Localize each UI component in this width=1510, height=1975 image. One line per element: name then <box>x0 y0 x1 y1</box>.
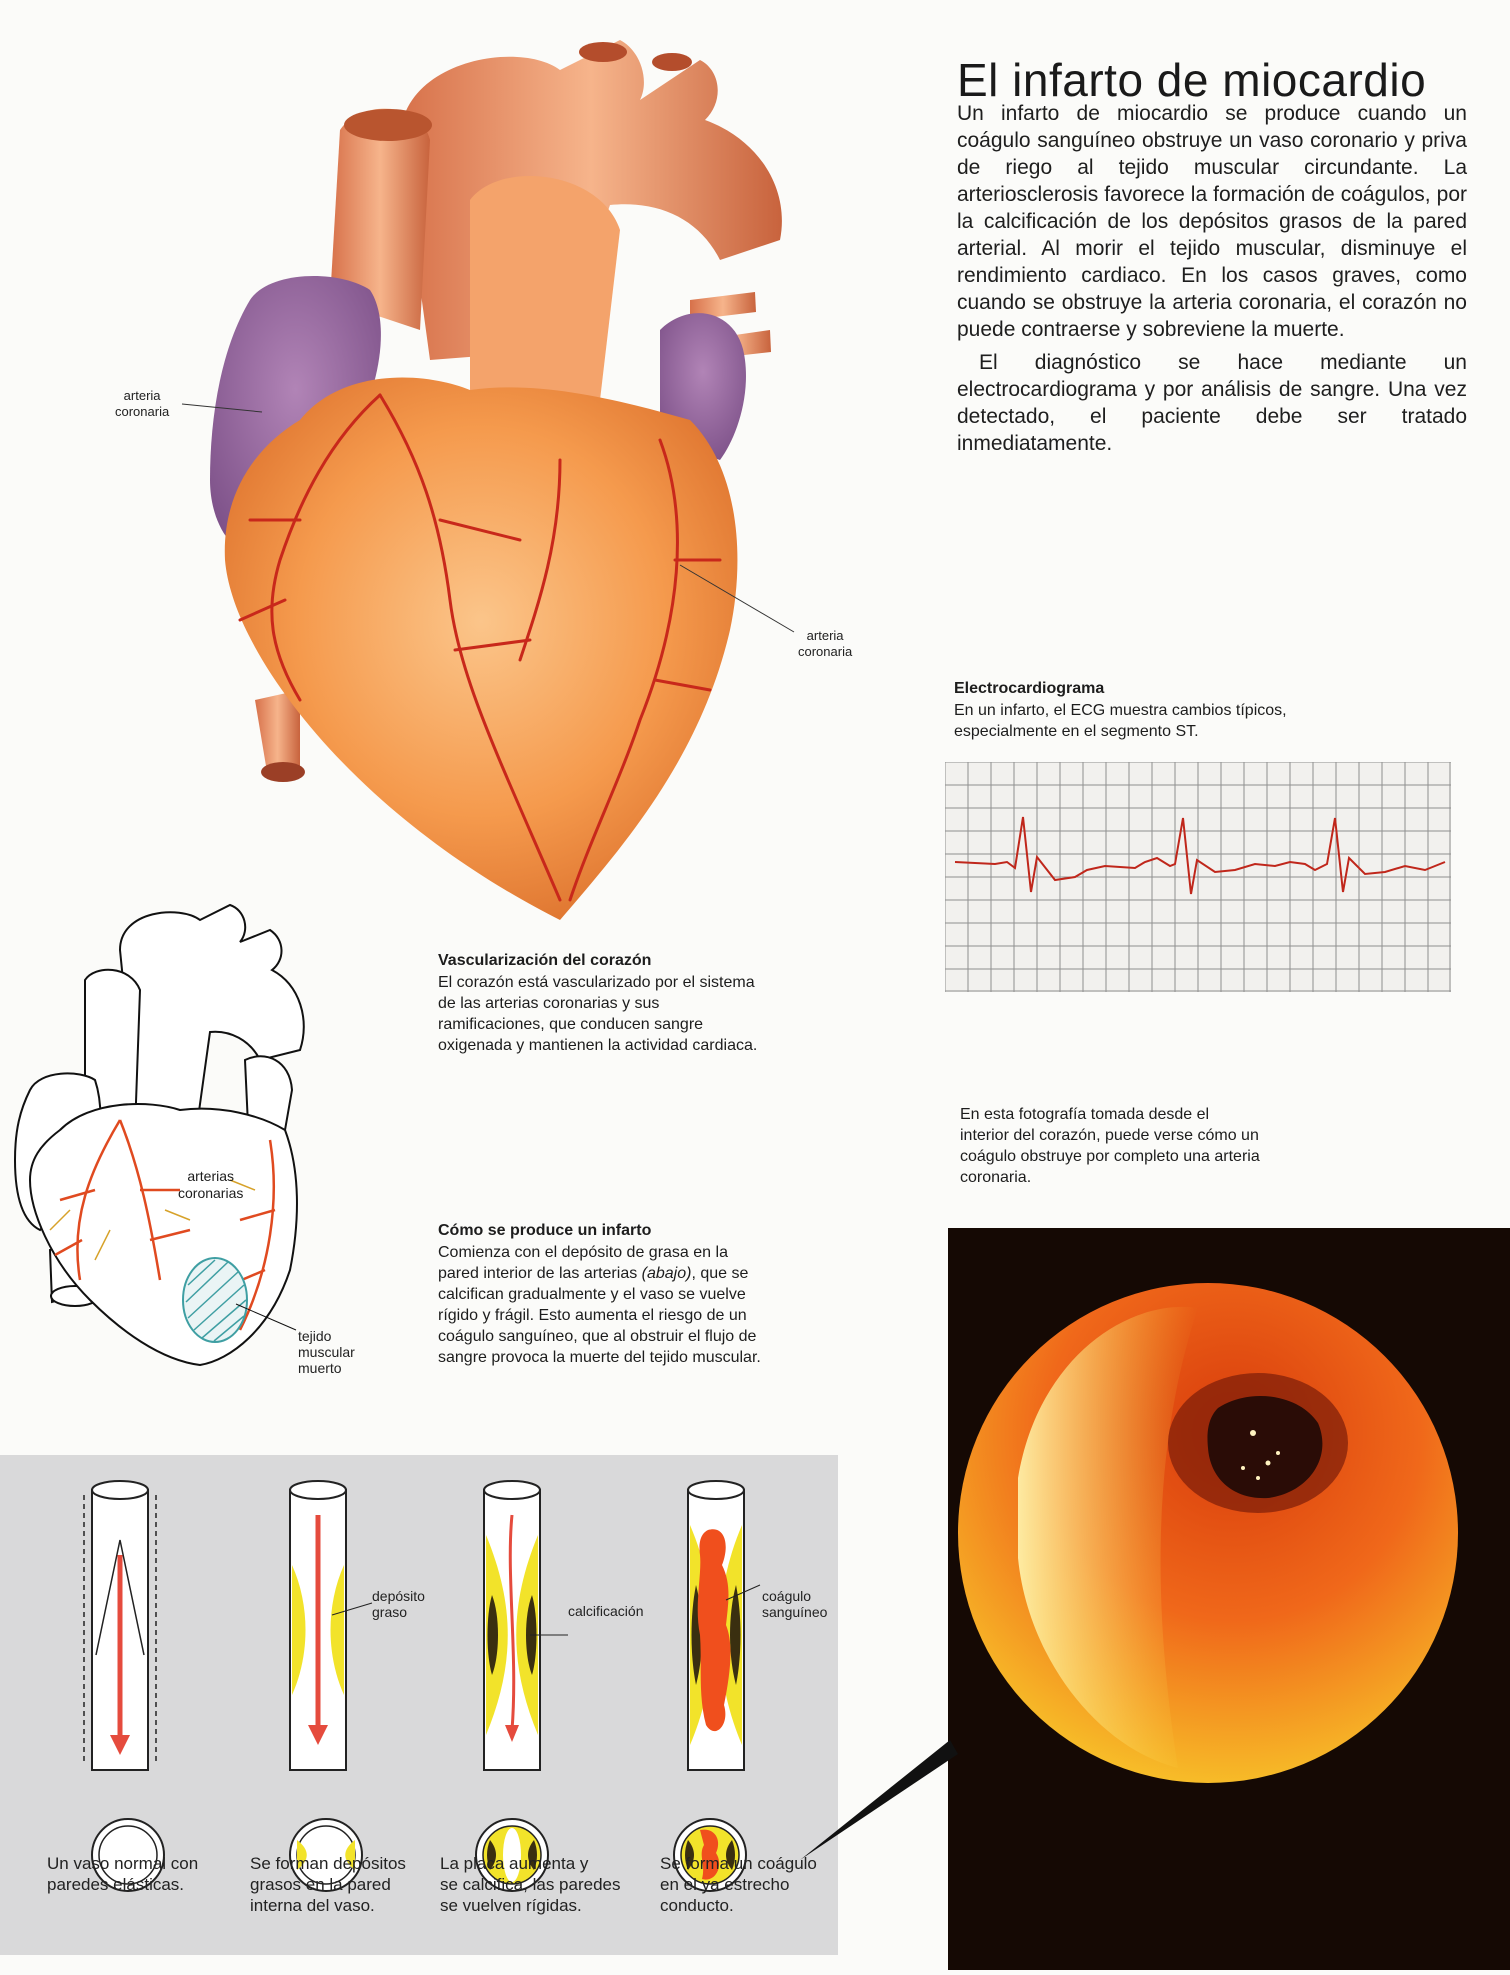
page-title: El infarto de miocardio <box>957 53 1427 106</box>
vessel-caption-4: Se forma un coágulo en el ya estrecho conducto. <box>660 1854 817 1915</box>
intro-text <box>957 100 1467 463</box>
ecg-trace <box>955 817 1445 894</box>
calcificacion-label: calcificación <box>568 1603 644 1619</box>
coronary-photo <box>948 1228 1510 1970</box>
coagulo-label: coágulo sanguíneo <box>762 1588 828 1620</box>
ecg-caption <box>954 680 1374 742</box>
tejido-label: tejido muscular muerto <box>298 1328 355 1376</box>
ecg-chart <box>945 762 1451 992</box>
right-artery-label: arteria coronaria <box>798 628 853 659</box>
deposito-label: depósito graso <box>372 1588 425 1620</box>
vascularizacion-text: El corazón está vascularizado por el sistema de las arterias coronarias y sus ramificaciones, que conducen sangre oxigenada y mantienen la actividad cardiaca. <box>438 974 758 1054</box>
vascularizacion-caption <box>438 952 768 1056</box>
vessel-caption-3: La placa aumenta y se calcifica, las paredes se vuelven rígidas. <box>440 1854 621 1915</box>
arterias-label: arterias coronarias <box>178 1168 244 1201</box>
intro-paragraph-1: Un infarto de miocardio se produce cuando un coágulo sanguíneo obstruye un vaso coronario y priva de riego al tejido muscular circundante. La arteriosclerosis favorece la formación de coágulos, por la calcificación de los depósitos grasos de la pared arterial. Al morir el tejido muscular, disminuye el rendimiento cardiaco. En los casos graves, como cuando se obstruye la arteria coronaria, el corazón no puede contraerse y sobreviene la muerte. <box>957 102 1467 341</box>
vessel-clot <box>674 1481 760 1891</box>
vessel-caption-2: Se forman depósitos grasos en la pared interna del vaso. <box>250 1854 406 1915</box>
ecg-heading: Electrocardiograma <box>954 680 1105 697</box>
photo-caption: En esta fotografía tomada desde el interior del corazón, puede verse cómo un coágulo obstruye por completo una arteria coronaria. <box>960 1106 1260 1186</box>
como-heading: Cómo se produce un infarto <box>438 1222 652 1239</box>
como-caption <box>438 1222 768 1368</box>
vessel-normal <box>84 1481 164 1891</box>
photo-image <box>948 1228 1510 1970</box>
left-artery-label: arteria coronaria <box>115 388 170 419</box>
vascularizacion-heading: Vascularización del corazón <box>438 952 652 969</box>
leader-lines <box>0 0 940 940</box>
photo-pointer <box>790 1740 960 1870</box>
intro-paragraph-2: El diagnóstico se hace mediante un electrocardiograma y por análisis de sangre. Una vez detectado, el paciente debe ser tratado inmediatamente. <box>957 351 1467 455</box>
ecg-grid <box>945 762 1451 992</box>
como-text: Comienza con el depósito de grasa en la pared interior de las arterias (abajo), que se calcifican gradualmente y el vaso se vuelve rígido y frágil. Esto aumenta el riesgo de un coágulo sanguíneo, que al obstruir el flujo de sangre provoca la muerte del tejido muscular. <box>438 1244 761 1366</box>
vessel-deposit <box>290 1481 372 1891</box>
vessel-calcified <box>476 1481 568 1891</box>
vessel-caption-1: Un vaso normal con paredes elásticas. <box>47 1854 199 1894</box>
heart-outline-diagram <box>0 890 320 1370</box>
ecg-text: En un infarto, el ECG muestra cambios típicos, especialmente en el segmento ST. <box>954 702 1287 740</box>
